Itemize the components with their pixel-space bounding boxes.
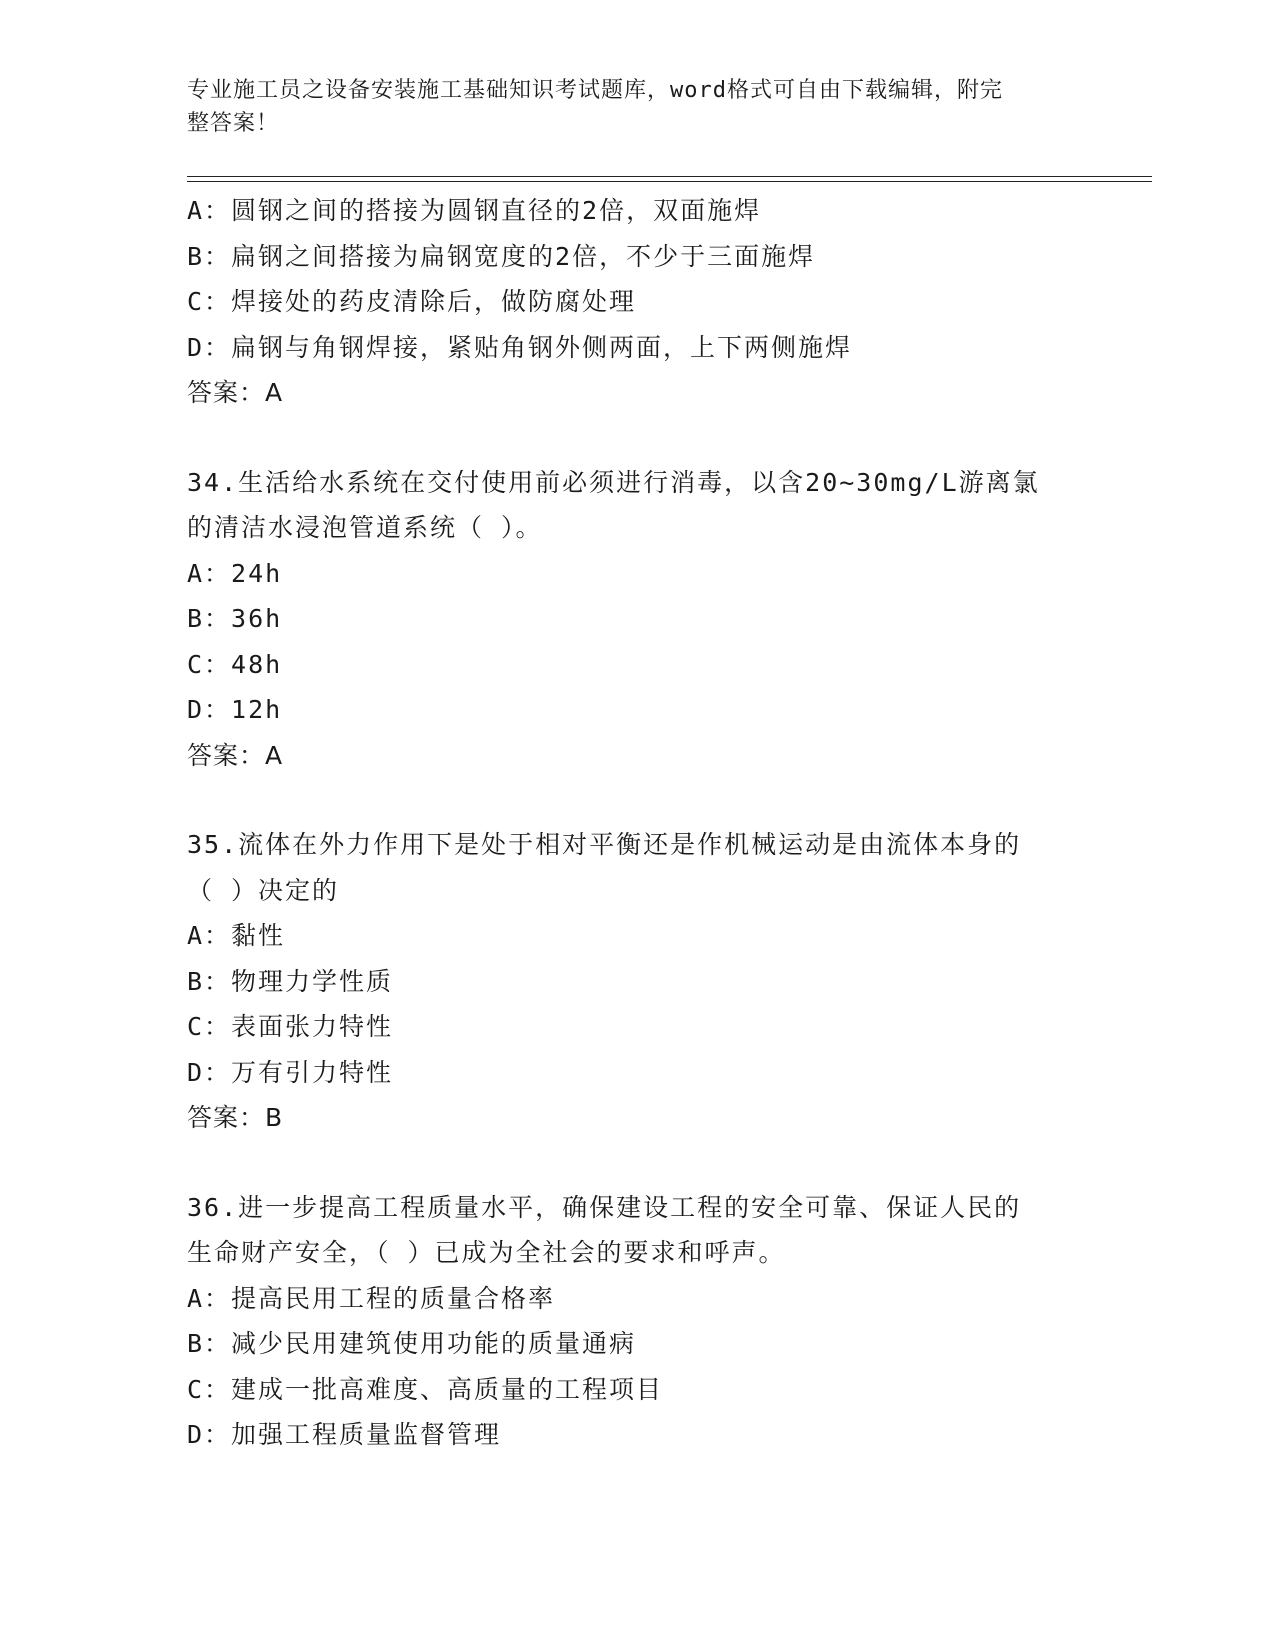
question-34	[187, 460, 1087, 779]
option-a: A：黏性	[187, 921, 286, 950]
question-35	[187, 822, 1087, 1141]
option-c: C：焊接处的药皮清除后，做防腐处理	[187, 287, 637, 316]
question-text-line-2: （ ）决定的	[187, 875, 340, 905]
option-a: A：圆钢之间的搭接为圆钢直径的2倍，双面施焊	[187, 196, 762, 225]
option-a: A：提高民用工程的质量合格率	[187, 1283, 556, 1313]
question-spacer	[187, 416, 1087, 460]
option-b: B：物理力学性质	[187, 966, 394, 996]
option-c: C：表面张力特性	[187, 1012, 394, 1041]
question-33	[187, 188, 1087, 416]
option-d: D：万有引力特性	[187, 1057, 394, 1087]
question-spacer	[187, 1141, 1087, 1185]
document-header	[187, 74, 1067, 140]
question-spacer	[187, 778, 1087, 822]
option-a: A：24h	[187, 558, 283, 588]
option-c: C：建成一批高难度、高质量的工程项目	[187, 1374, 664, 1404]
question-text-line-2: 生命财产安全，（ ）已成为全社会的要求和呼声。	[187, 1238, 786, 1267]
question-text-line-1: 36.进一步提高工程质量水平，确保建设工程的安全可靠、保证人民的	[187, 1192, 1022, 1222]
question-text-line-1: 35.流体在外力作用下是处于相对平衡还是作机械运动是由流体本身的	[187, 830, 1022, 859]
question-text-line-2: 的清洁水浸泡管道系统（ ）。	[187, 513, 543, 542]
header-divider-bottom	[187, 181, 1152, 182]
question-36	[187, 1185, 1087, 1458]
question-list	[187, 188, 1087, 1458]
answer: 答案：B	[187, 1103, 284, 1132]
option-b: B：减少民用建筑使用功能的质量通病	[187, 1329, 637, 1358]
header-divider-top	[187, 176, 1152, 177]
option-b: B：扁钢之间搭接为扁钢宽度的2倍，不少于三面施焊	[187, 241, 816, 271]
option-d: D：12h	[187, 695, 283, 724]
answer: 答案：A	[187, 740, 284, 770]
option-b: B：36h	[187, 604, 283, 633]
answer: 答案：A	[187, 378, 284, 407]
header-line-2: 整答案！	[187, 111, 280, 136]
option-d: D：加强工程质量监督管理	[187, 1420, 502, 1449]
option-d: D：扁钢与角钢焊接，紧贴角钢外侧两面，上下两侧施焊	[187, 332, 853, 362]
option-c: C：48h	[187, 649, 283, 679]
question-text-line-1: 34.生活给水系统在交付使用前必须进行消毒，以含20~30mg/L游离氯	[187, 467, 1040, 497]
header-line-1: 专业施工员之设备安装施工基础知识考试题库，word格式可自由下载编辑，附完	[187, 78, 1003, 103]
